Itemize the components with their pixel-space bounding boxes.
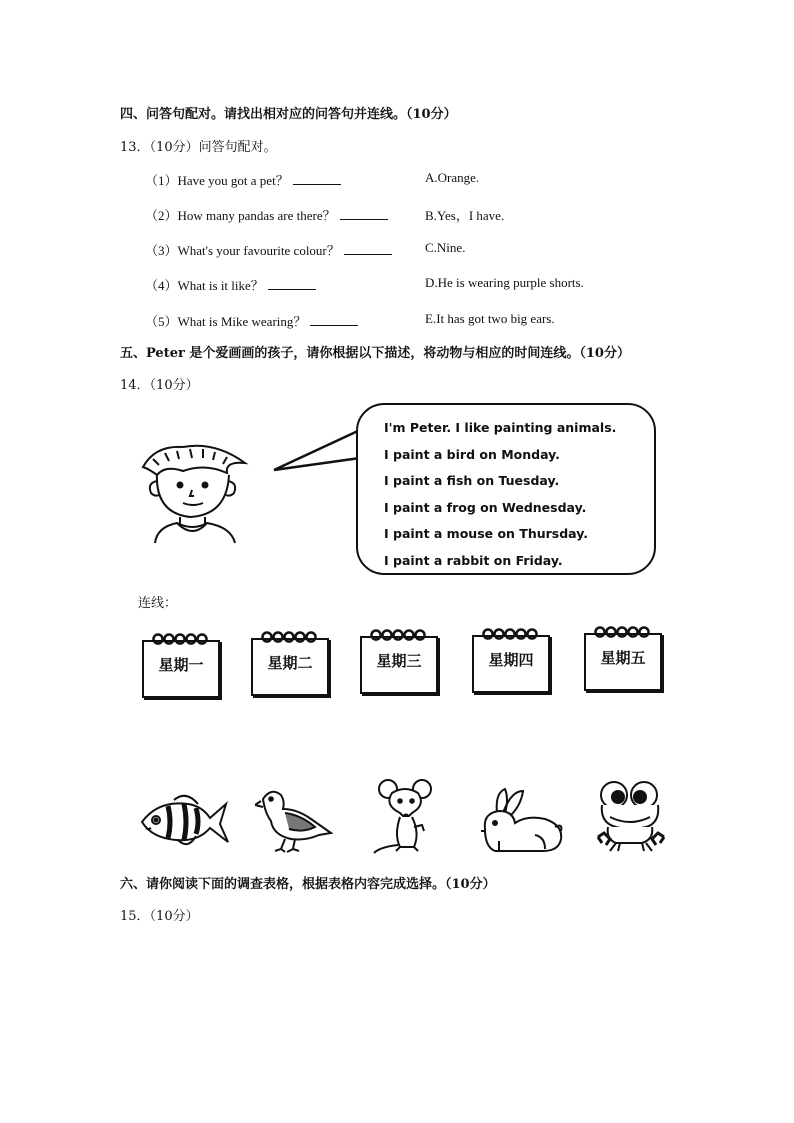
calendar-label-thursday: 星期四 (488, 651, 534, 669)
speech-bubble-tail-icon (272, 428, 362, 474)
question-14-number: 14．（10分） (120, 378, 199, 393)
calendar-label-tuesday: 星期二 (267, 654, 313, 672)
calendar-wednesday[interactable] (360, 628, 440, 690)
calendar-tuesday[interactable] (251, 630, 331, 692)
answer-blank-3[interactable] (344, 244, 392, 255)
calendar-thursday[interactable] (472, 627, 552, 689)
mouse-icon[interactable] (370, 777, 444, 857)
speech-bubble (356, 403, 656, 575)
calendar-label-monday: 星期一 (158, 656, 204, 674)
bubble-line-tuesday: I paint a fish on Tuesday. (384, 473, 560, 489)
boy-peter-icon (135, 435, 250, 545)
answer-b: B.Yes，I have. (425, 208, 505, 223)
question-4 (145, 275, 316, 294)
answer-blank-4[interactable] (268, 279, 316, 290)
fish-icon[interactable] (138, 788, 230, 852)
question-5-text: （5）What is Mike wearing？ (145, 314, 307, 329)
bird-icon[interactable] (255, 785, 333, 855)
calendar-label-friday: 星期五 (600, 649, 646, 667)
bubble-line-thursday: I paint a mouse on Thursday. (384, 526, 588, 542)
answer-blank-1[interactable] (293, 174, 341, 185)
frog-icon[interactable] (596, 777, 666, 855)
calendar-rings-icon (482, 627, 540, 643)
calendar-monday[interactable] (142, 632, 222, 694)
answer-blank-5[interactable] (310, 315, 358, 326)
question-1-text: （1）Have you got a pet？ (145, 173, 289, 188)
bubble-line-monday: I paint a bird on Monday. (384, 446, 560, 462)
question-15-number: 15．（10分） (120, 909, 199, 924)
calendar-rings-icon (370, 628, 428, 644)
question-3 (145, 240, 392, 259)
calendar-label-wednesday: 星期三 (376, 652, 422, 670)
question-2 (145, 205, 388, 224)
rabbit-icon[interactable] (475, 787, 565, 855)
question-5 (145, 311, 358, 330)
calendar-rings-icon (594, 625, 652, 641)
section-4-title: 四、问答句配对。请找出相对应的问答句并连线。（10分） (120, 107, 457, 122)
calendar-rings-icon (152, 632, 210, 648)
section-6-title: 六、请你阅读下面的调查表格，根据表格内容完成选择。（10分） (120, 877, 496, 892)
question-2-text: （2）How many pandas are there？ (145, 208, 336, 223)
answer-a: A.Orange. (425, 170, 480, 185)
question-1 (145, 170, 341, 189)
bubble-line-friday: I paint a rabbit on Friday. (384, 552, 563, 568)
bubble-line-intro: I'm Peter. I like painting animals. (384, 420, 617, 435)
question-3-text: （3）What's your favourite colour？ (145, 243, 340, 258)
section-5-title: 五、Peter 是个爱画画的孩子，请你根据以下描述，将动物与相应的时间连线。（10分） (120, 346, 630, 361)
connect-label: 连线： (138, 596, 178, 611)
question-13-number: 13．（10分）问答句配对。 (120, 140, 277, 155)
calendar-friday[interactable] (584, 625, 664, 687)
answer-d: D.He is wearing purple shorts. (425, 275, 584, 290)
answer-e: E.It has got two big ears. (425, 311, 555, 326)
bubble-line-wednesday: I paint a frog on Wednesday. (384, 499, 587, 515)
answer-blank-2[interactable] (340, 209, 388, 220)
question-4-text: （4）What is it like？ (145, 278, 264, 293)
answer-c: C.Nine. (425, 240, 466, 255)
calendar-rings-icon (261, 630, 319, 646)
